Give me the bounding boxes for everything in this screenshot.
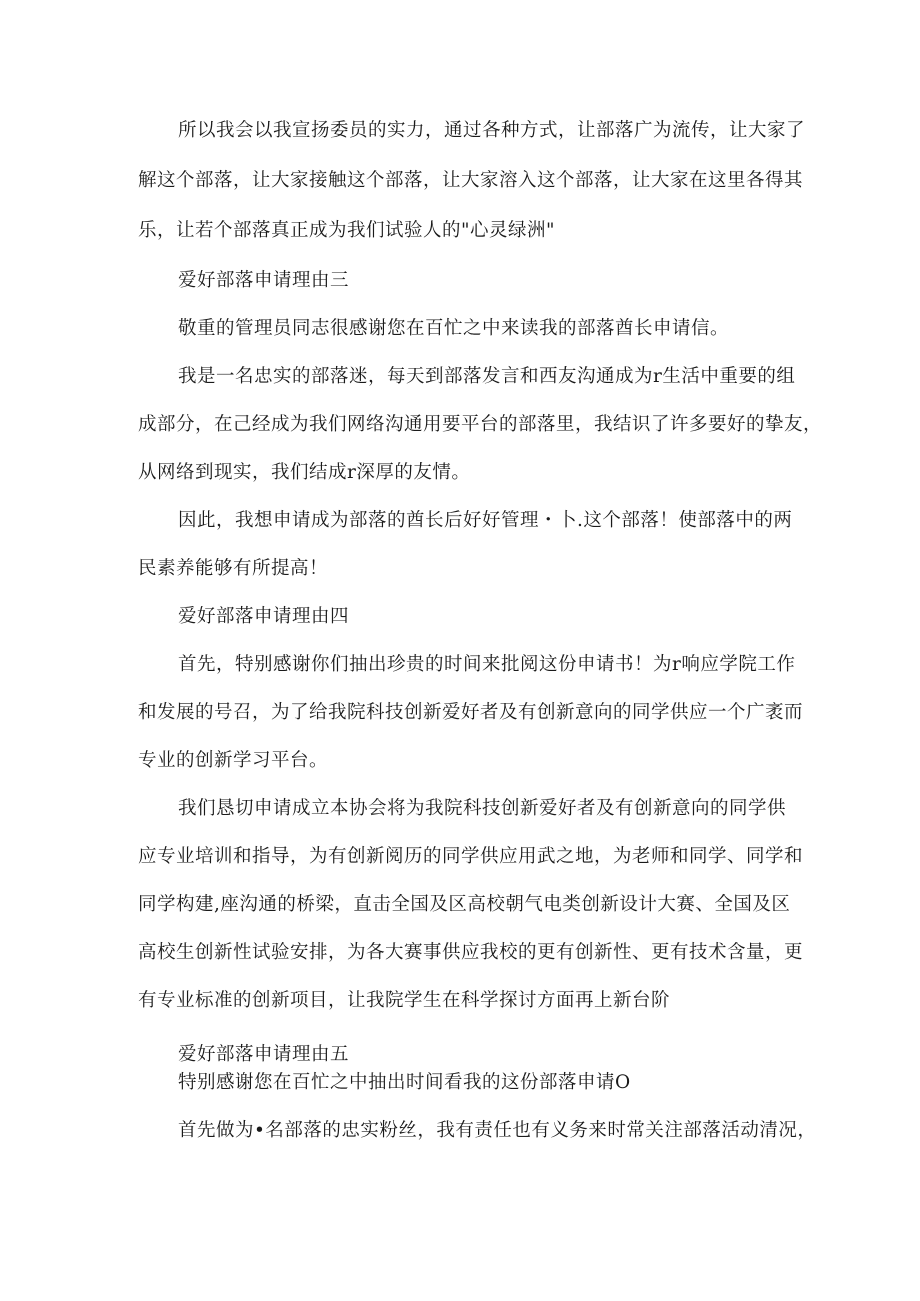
paragraph-line: 因此，我想申请成为部落的酋长后好好管理・卜.这个部落！使部落中的两 bbox=[178, 510, 793, 531]
paragraph-line: 我们恳切申请成立本协会将为我院科技创新爱好者及有创新意向的同学供 bbox=[178, 798, 787, 819]
paragraph-line: 首先做为•名部落的忠实粉丝，我有责任也有义务来时常关注部落活动清况， bbox=[178, 1120, 817, 1141]
paragraph-line: 高校生创新性试验安排，为各大赛事供应我校的更有创新性、更有技术含量，更 bbox=[138, 942, 804, 963]
paragraph-line: 乐，让若个部落真正成为我们试验人的"心灵绿洲" bbox=[138, 220, 556, 241]
section-heading: 爱好部落申请理由三 bbox=[178, 270, 350, 291]
paragraph-line: 成部分，在己经成为我们网络沟通用要平台的部落里，我结识了许多要好的挚友， bbox=[138, 414, 823, 435]
paragraph-line: 有专业标准的创新项目，让我院学生在科学探讨方面再上新台阶 bbox=[138, 990, 671, 1011]
paragraph-line: 敬重的管理员同志很感谢您在百忙之中来读我的部落酋长申请信。 bbox=[178, 318, 730, 339]
paragraph-line: 和发展的号召，为了给我院科技创新爱好者及有创新意向的同学供应一个广袤而 bbox=[138, 702, 804, 723]
paragraph-line: 首先，特别感谢你们抽出珍贵的时间来批阅这份申请书！为r响应学院工作 bbox=[178, 654, 796, 675]
paragraph-line: 民素养能够有所提高！ bbox=[138, 558, 329, 579]
paragraph-line: 解这个部落，让大家接触这个部落，让大家溶入这个部落，让大家在这里各得其 bbox=[138, 170, 804, 191]
paragraph-line: 应专业培训和指导，为有创新阅历的同学供应用武之地，为老师和同学、同学和 bbox=[138, 846, 804, 867]
paragraph-line: 同学构建,座沟通的桥梁，直击全国及区高校朝气电类创新设计大赛、全国及区 bbox=[138, 894, 791, 915]
section-heading: 爱好部落申请理由五 bbox=[178, 1044, 350, 1065]
paragraph-line: 特别感谢您在百忙之中抽出时间看我的这份部落申请O bbox=[178, 1072, 631, 1093]
section-heading: 爱好部落申请理由四 bbox=[178, 606, 350, 627]
paragraph-line: 从网络到现实，我们结成r深厚的友情。 bbox=[138, 462, 471, 483]
paragraph-line: 所以我会以我宣扬委员的实力，通过各种方式，让部落广为流传，让大家了 bbox=[178, 120, 806, 141]
paragraph-line: 我是一名忠实的部落迷，每天到部落发言和西友沟通成为r生活中重要的组 bbox=[178, 366, 796, 387]
paragraph-line: 专业的创新学习平台。 bbox=[138, 750, 329, 771]
